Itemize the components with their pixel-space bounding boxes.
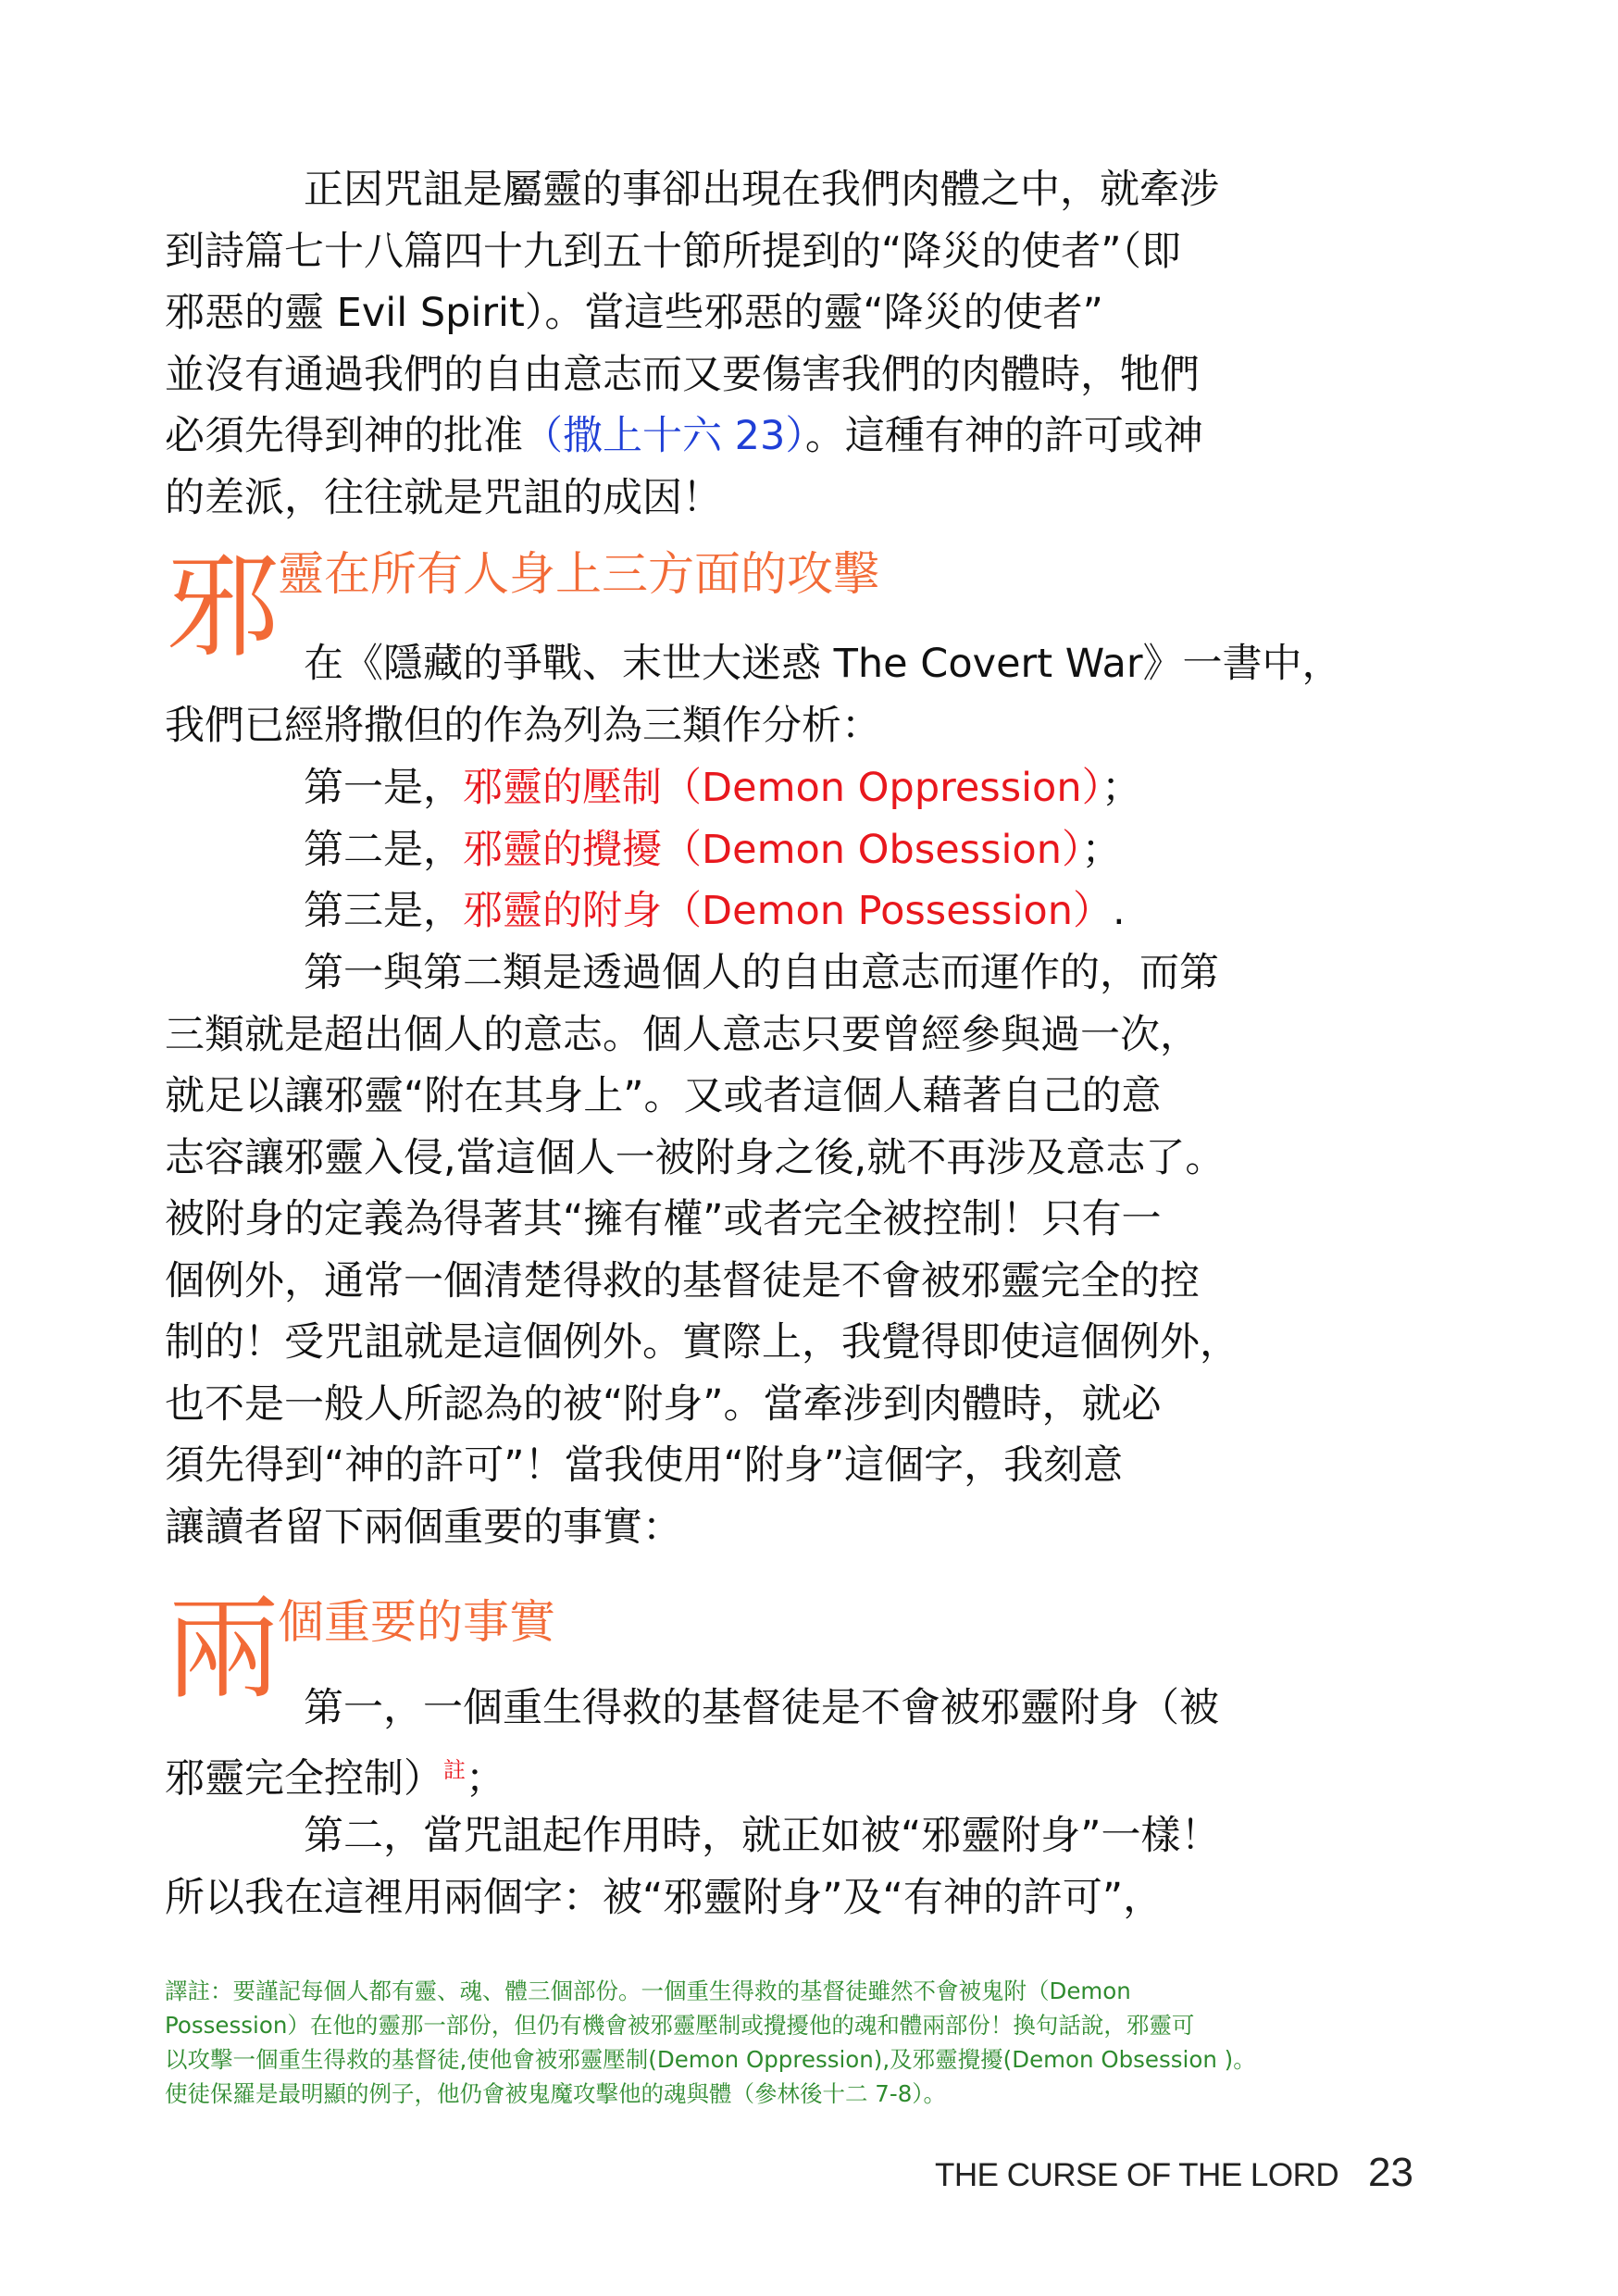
- text-segment: ；: [466, 1754, 505, 1802]
- section-heading: 個重要的事實: [278, 1595, 555, 1649]
- list-suffix: ；: [1081, 826, 1122, 873]
- text-line: [165, 1740, 1414, 1802]
- list-item: [165, 880, 1414, 942]
- heading-drop-cap: 邪: [167, 542, 280, 673]
- list-item: [165, 757, 1414, 819]
- footnote-line: Possession）在他的靈那一部份，但仍有機會被邪靈壓制或攪擾他的魂和體兩部份！換句話說，邪靈可: [165, 2012, 1195, 2039]
- scripture-reference: （撒上十六 23）: [523, 413, 805, 459]
- list-prefix: 第一是，: [304, 765, 463, 811]
- text-line: 正因咒詛是屬靈的事卻出現在我們肉體之中，就牽涉: [304, 167, 1219, 213]
- text-line: 三類就是超出個人的意志。個人意志只要曾經參與過一次，: [165, 1011, 1200, 1058]
- translator-footnote: [165, 1974, 1419, 2111]
- text-line: 並沒有通過我們的自由意志而又要傷害我們的肉體時，牠們: [165, 351, 1200, 398]
- list-suffix: .: [1112, 888, 1126, 934]
- running-footer-title: THE CURSE OF THE LORD: [935, 2157, 1339, 2193]
- text-line: [165, 406, 1414, 468]
- text-line: 第一與第二類是透過個人的自由意志而運作的，而第: [304, 950, 1219, 996]
- text-line: 個例外，通常一個清楚得救的基督徒是不會被邪靈完全的控: [165, 1257, 1200, 1304]
- text-segment: 邪靈完全控制）: [165, 1754, 443, 1802]
- text-segment: 必須先得到神的批准: [165, 413, 523, 459]
- list-suffix: ；: [1101, 765, 1142, 811]
- section-heading: 靈在所有人身上三方面的攻擊: [278, 547, 879, 601]
- text-line: 被附身的定義為得著其“擁有權”或者完全被控制！只有一: [165, 1196, 1162, 1242]
- section1-intro: [165, 633, 1414, 756]
- footnote-line: 使徒保羅是最明顯的例子，他仍會被鬼魔攻擊他的魂與體（參林後十二 7-8）。: [165, 2080, 947, 2107]
- text-line: 也不是一般人所認為的被“附身”。當牽涉到肉體時，就必: [165, 1380, 1162, 1428]
- section2-body: [165, 1678, 1414, 1801]
- intro-paragraph: [165, 159, 1414, 529]
- text-line: 第一，一個重生得救的基督徒是不會被邪靈附身（被: [304, 1685, 1219, 1731]
- list-term: 邪靈的攪擾（Demon Obsession）: [463, 826, 1082, 873]
- text-line: 邪惡的靈 Evil Spirit）。當這些邪惡的靈“降災的使者”: [165, 290, 1103, 336]
- text-line: 到詩篇七十八篇四十九到五十節所提到的“降災的使者”（即: [165, 228, 1182, 275]
- footnote-line: 以攻擊一個重生得救的基督徒,使他會被邪靈壓制(Demon Oppression),及邪靈攪擾(Demon Obsession )。: [165, 2046, 1256, 2073]
- list-prefix: 第三是，: [304, 888, 463, 934]
- list-term: 邪靈的壓制（Demon Oppression）: [463, 765, 1102, 811]
- text-line: 我們已經將撒但的作為列為三類作分析：: [165, 702, 881, 749]
- heading-drop-cap: 兩: [167, 1583, 280, 1715]
- section2-body-continued: [165, 1805, 1414, 1928]
- text-line: 在《隱藏的爭戰、末世大迷惑 The Covert War》一書中，: [304, 641, 1342, 687]
- list-prefix: 第二是，: [304, 826, 463, 873]
- footnote-line: 譯註：要謹記每個人都有靈、魂、體三個部份。一個重生得救的基督徒雖然不會被鬼附（Demon: [165, 1978, 1131, 2004]
- list-term: 邪靈的附身（Demon Possession）: [463, 888, 1113, 934]
- text-line: 就足以讓邪靈“附在其身上”。又或者這個人藉著自己的意: [165, 1073, 1162, 1119]
- text-line: 的差派，往往就是咒詛的成因！: [165, 474, 722, 521]
- text-line: 第二，當咒詛起作用時，就正如被“邪靈附身”一樣！: [304, 1813, 1221, 1859]
- list-item: [165, 819, 1414, 881]
- footnote-marker[interactable]: 註: [443, 1756, 466, 1783]
- text-line: 所以我在這裡用兩個字：被“邪靈附身”及“有神的許可”，: [165, 1874, 1164, 1921]
- text-line: 須先得到“神的許可”！當我使用“附身”這個字，我刻意: [165, 1442, 1124, 1489]
- text-segment: 。這種有神的許可或神: [804, 413, 1203, 459]
- page-number: 23: [1368, 2150, 1413, 2195]
- text-line: 讓讀者留下兩個重要的事實：: [165, 1504, 682, 1551]
- text-line: 志容讓邪靈入侵,當這個人一被附身之後,就不再涉及意志了。: [165, 1134, 1226, 1181]
- text-line: 制的！受咒詛就是這個例外。實際上，我覺得即使這個例外，: [165, 1319, 1239, 1366]
- section1-body: [165, 942, 1414, 1558]
- attack-list: [165, 757, 1414, 942]
